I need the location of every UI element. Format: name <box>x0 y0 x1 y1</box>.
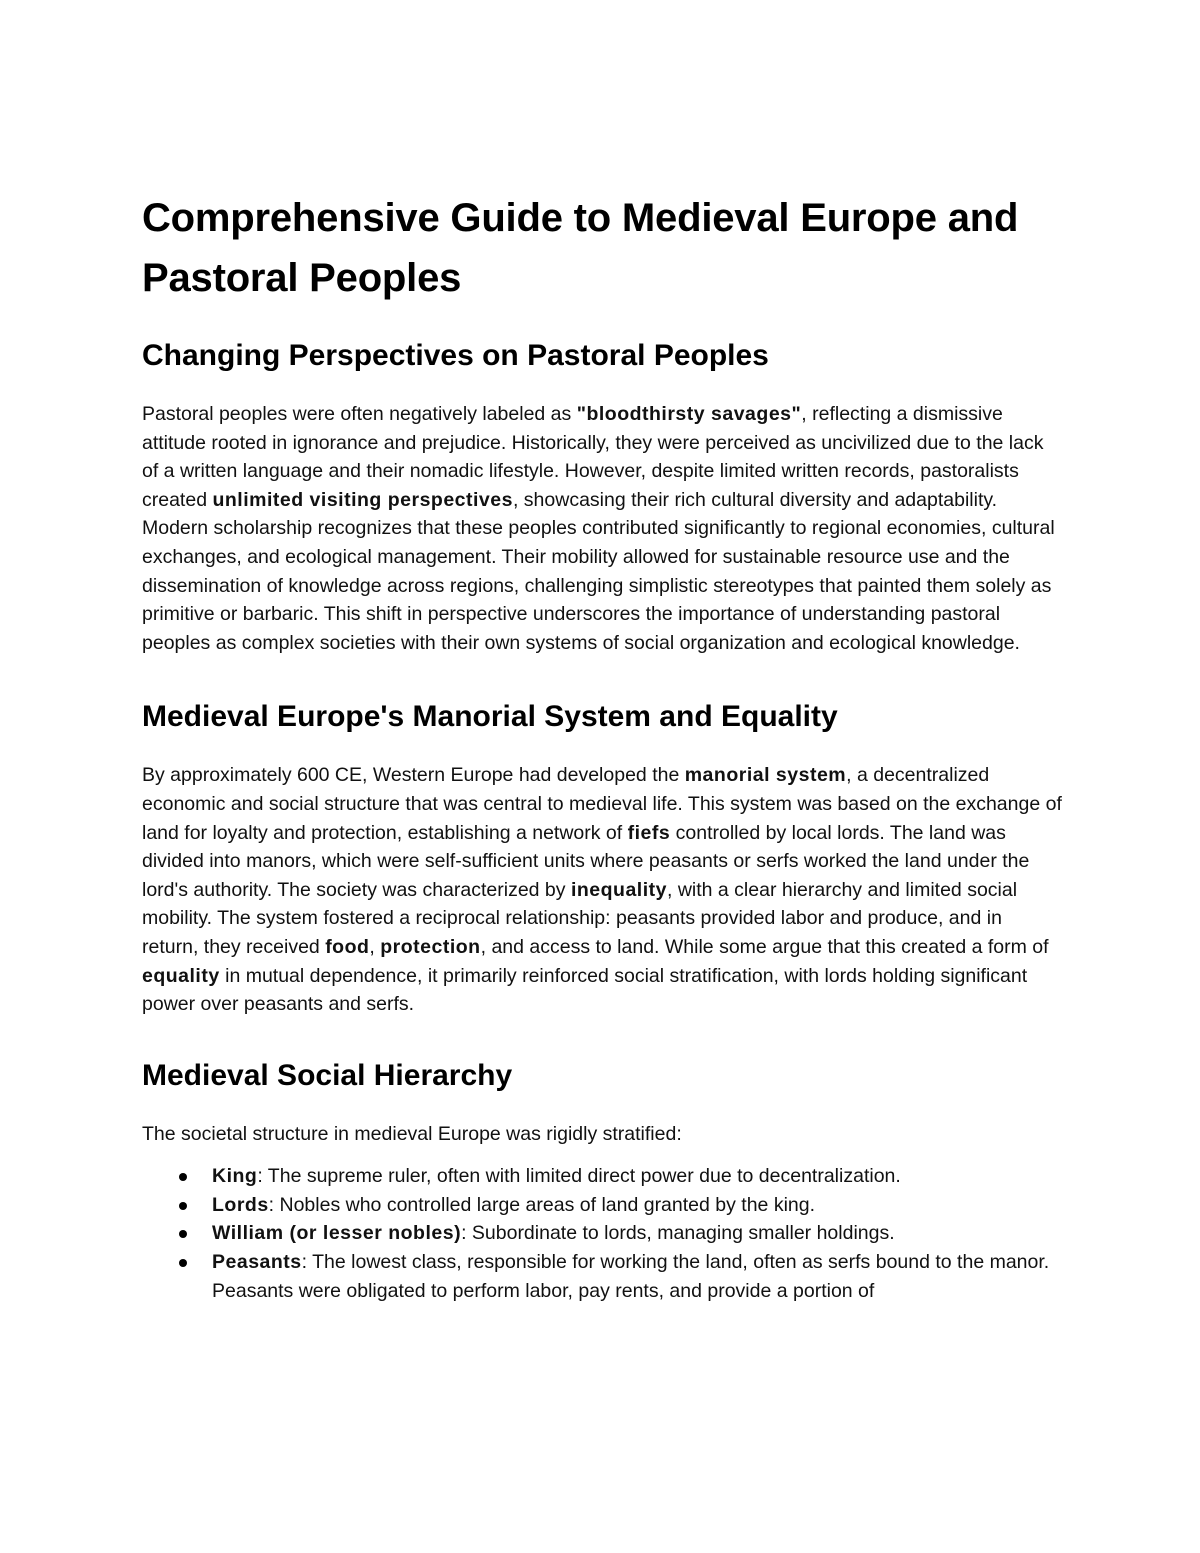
bold-term: food <box>325 935 370 958</box>
bullet-icon <box>179 1173 187 1181</box>
text-run: , with a clear hierarchy and limited social mobility. The system fostered a reciprocal relationship: peasants provided labor and produce, and in return, they received <box>142 878 1018 958</box>
list-item <box>142 1191 1062 1220</box>
list-item <box>142 1248 1062 1305</box>
hierarchy-list <box>142 1162 1062 1305</box>
document-page <box>142 188 1062 1305</box>
text-run: , <box>369 935 381 958</box>
list-item-desc: : Nobles who controlled large areas of land granted by the king. <box>268 1193 816 1216</box>
bold-term: equality <box>142 964 220 987</box>
text-run: in mutual dependence, it primarily reinforced social stratification, with lords holding significant power over peasants and serfs. <box>142 964 1028 1016</box>
bullet-icon <box>179 1230 187 1238</box>
text-run: controlled by local lords. The land was divided into manors, which were self-sufficient units where peasants or serfs worked the land under the lord's authority. The society was characterized by <box>142 821 1030 901</box>
list-item <box>142 1162 1062 1191</box>
list-item-term: King <box>212 1165 258 1188</box>
text-run: By approximately 600 CE, Western Europe had developed the <box>142 764 685 787</box>
list-item-desc: : The supreme ruler, often with limited direct power due to decentralization. <box>257 1165 901 1188</box>
section-heading-pastoral: Changing Perspectives on Pastoral Peoples <box>142 339 769 372</box>
list-item-term: Peasants <box>212 1251 302 1274</box>
list-item-desc: : The lowest class, responsible for working the land, often as serfs bound to the manor. Peasants were obligated to perform labor, pay rents, and provide a portion of <box>212 1251 1050 1302</box>
text-run: Pastoral peoples were often negatively labeled as <box>142 403 577 425</box>
list-item <box>142 1219 1062 1248</box>
bold-term: "bloodthirsty savages" <box>576 403 802 425</box>
bullet-icon <box>179 1202 187 1210</box>
section-heading-hierarchy: Medieval Social Hierarchy <box>142 1058 513 1092</box>
bullet-icon <box>179 1259 187 1267</box>
text-run: , a decentralized economic and social structure that was central to medieval life. This system was based on the exchange of land for loyalty and protection, establishing a network of <box>142 764 1062 844</box>
list-item-term: Lords <box>212 1193 269 1216</box>
bold-term: protection <box>380 935 481 958</box>
document-title: Comprehensive Guide to Medieval Europe and Pastoral Peoples <box>142 196 1019 300</box>
text-run: , reflecting a dismissive attitude rooted in ignorance and prejudice. Historically, they were perceived as uncivilized due to the lack of a written language and their nomadic lifestyle. However, despite limited written records, pastoralists created <box>142 403 1044 511</box>
section-heading-manorial: Medieval Europe's Manorial System and Equality <box>142 700 838 734</box>
list-item-desc: : Subordinate to lords, managing smaller holdings. <box>461 1222 895 1245</box>
paragraph-pastoral <box>142 400 1062 657</box>
text-run: , showcasing their rich cultural diversity and adaptability. Modern scholarship recognizes that these peoples contributed significantly to regional economies, cultural exchanges, and ecological management. Their mobility allowed for sustainable resource use and the dissemination of knowledge across regions, challenging simplistic stereotypes that painted them solely as primitive or barbaric. This shift in perspective underscores the importance of understanding pastoral peoples as complex societies with their own systems of social organization and ecological knowledge. <box>142 488 1055 654</box>
list-item-term: William (or lesser nobles) <box>212 1222 462 1245</box>
bold-term: inequality <box>570 878 667 901</box>
paragraph-manorial <box>142 761 1062 1018</box>
text-run: , and access to land. While some argue that this created a form of <box>480 935 1049 958</box>
bold-term: unlimited visiting perspectives <box>212 488 513 511</box>
paragraph-hierarchy-intro: The societal structure in medieval Europe was rigidly stratified: <box>142 1122 682 1145</box>
bold-term: fiefs <box>627 821 671 844</box>
bold-term: manorial system <box>684 764 847 787</box>
